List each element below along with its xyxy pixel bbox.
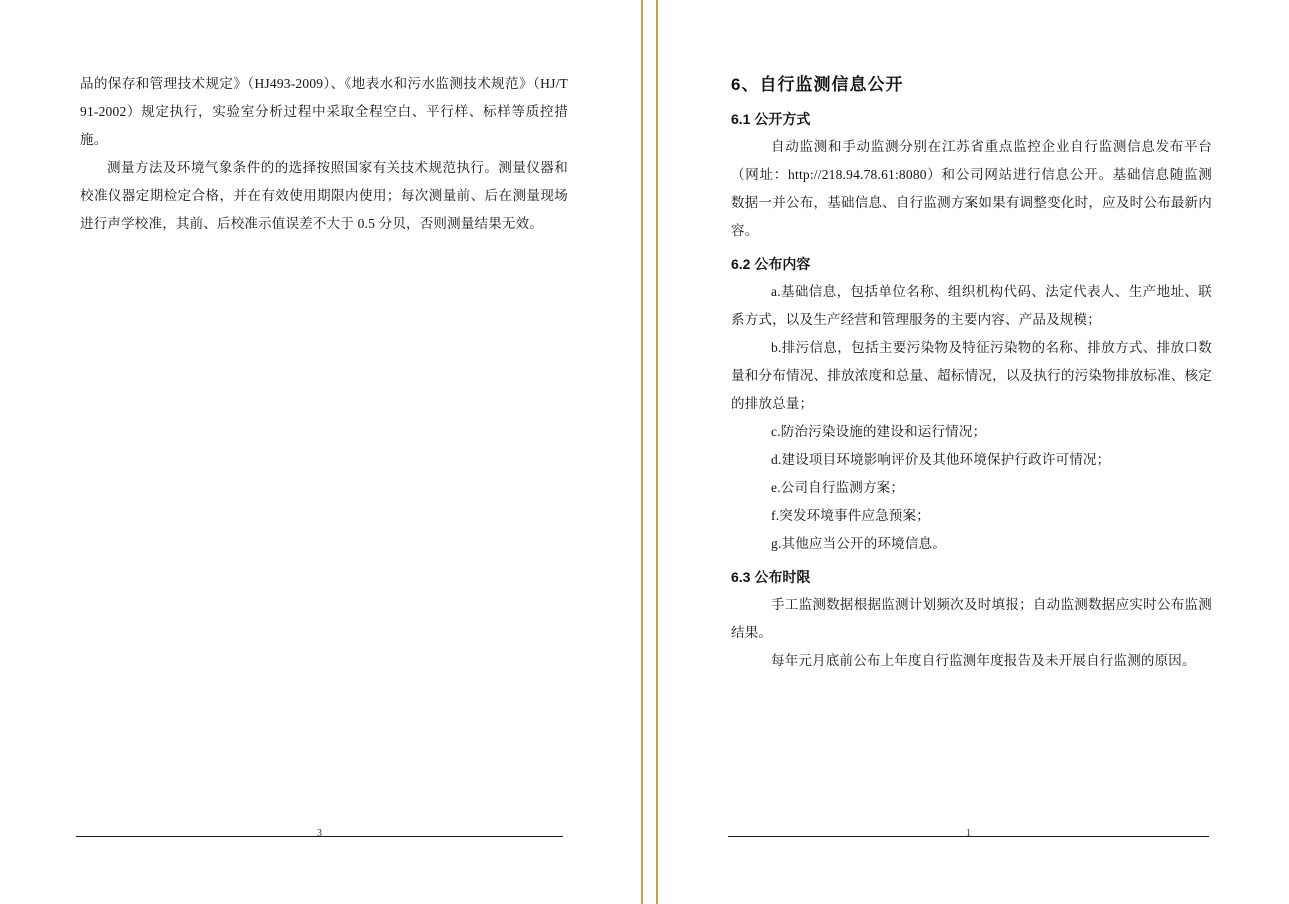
section-heading: 6、自行监测信息公开: [731, 75, 904, 94]
paragraph: a.基础信息，包括单位名称、组织机构代码、法定代表人、生产地址、联系方式，以及生产经营和管理服务的主要内容、产品及规模；: [731, 284, 1212, 327]
paragraph: f.突发环境事件应急预案；: [771, 508, 930, 523]
spread-gutter: [643, 0, 656, 904]
paragraph: 品的保存和管理技术规定》（HJ493-2009）、《地表水和污水监测技术规范》（HJ/T 91-2002）规定执行，实验室分析过程中采取全程空白、平行样、标样等质控措施。: [80, 76, 568, 147]
document-page-right: [656, 0, 1287, 904]
paragraph: 每年元月底前公布上年度自行监测年度报告及未开展自行监测的原因。: [771, 653, 1196, 668]
paragraph: g.其他应当公开的环境信息。: [771, 536, 946, 551]
page-right-body: [731, 72, 1212, 675]
paragraph: 自动监测和手动监测分别在江苏省重点监控企业自行监测信息发布平台（网址：http://218.94.78.61:8080）和公司网站进行信息公开。基础信息随监测数据一并公布，基础信息、自行监测方案如果有调整变化时，应及时公布最新内容。: [731, 139, 1212, 238]
page-number: 3: [317, 828, 322, 839]
page-left-body: [80, 70, 568, 238]
page-left-content: [0, 0, 641, 904]
paragraph: d.建设项目环境影响评价及其他环境保护行政许可情况；: [771, 452, 1111, 467]
paragraph: e.公司自行监测方案；: [771, 480, 905, 495]
document-page-left: [0, 0, 643, 904]
subsection-heading-6-2: 6.2 公布内容: [731, 256, 811, 272]
paragraph: c.防治污染设施的建设和运行情况；: [771, 424, 987, 439]
subsection-heading-6-3: 6.3 公布时限: [731, 569, 811, 585]
paragraph: b.排污信息，包括主要污染物及特征污染物的名称、排放方式、排放口数量和分布情况、排放浓度和总量、超标情况，以及执行的污染物排放标准、核定的排放总量；: [731, 340, 1212, 411]
paragraph: 手工监测数据根据监测计划频次及时填报；自动监测数据应实时公布监测结果。: [731, 597, 1212, 640]
page-right-content: [658, 0, 1287, 904]
page-number: 1: [966, 828, 971, 839]
subsection-heading-6-1: 6.1 公开方式: [731, 111, 811, 127]
paragraph: 测量方法及环境气象条件的的选择按照国家有关技术规范执行。测量仪器和校准仪器定期检定合格，并在有效使用期限内使用；每次测量前、后在测量现场进行声学校准，其前、后校准示值误差不大于 0.5 分贝，否则测量结果无效。: [80, 160, 568, 231]
